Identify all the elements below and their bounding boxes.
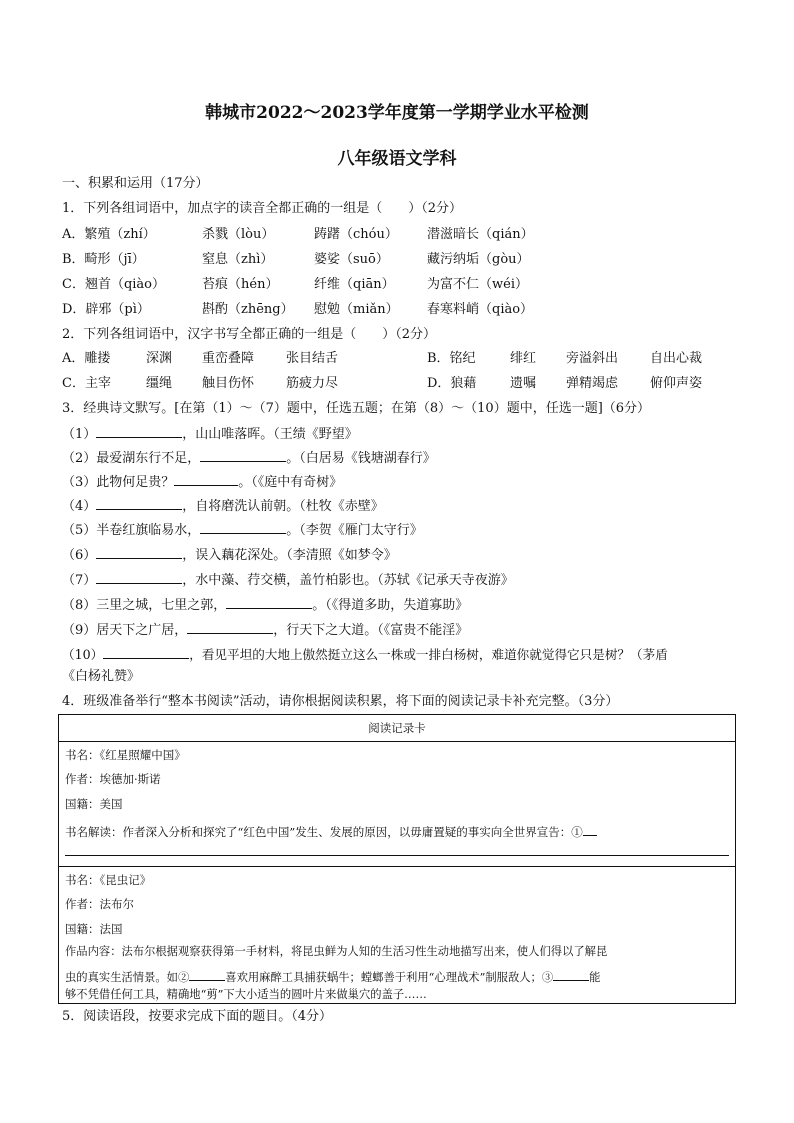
- q2-option-b-1: B．铭纪: [427, 351, 476, 366]
- book2-name: 书名：《昆虫记》: [65, 873, 152, 887]
- book1-name: 书名：《红星照耀中国》: [65, 748, 186, 762]
- q1-option-b-4: 藏污纳垢（gòu）: [427, 252, 530, 267]
- q3-blank-8[interactable]: [226, 594, 312, 609]
- exam-title: 韩城市2022～2023学年度第一学期学业水平检测: [205, 103, 589, 123]
- reading-record-card: [58, 714, 736, 1004]
- book1-review: 书名解读：作者深入分析和探究了“红色中国”发生、发展的原因，以毋庸置疑的事实向全世界宣告：①: [65, 821, 597, 840]
- q2-option-a-3: 重峦叠障: [202, 351, 255, 366]
- q3-blank-5[interactable]: [200, 519, 286, 534]
- book2-author: 作者：法布尔: [65, 897, 134, 911]
- q3-blank-3[interactable]: [174, 471, 238, 486]
- q1-option-c-3: 纤维（qiān）: [314, 277, 395, 292]
- q1-option-d-3: 慰勉（miǎn）: [314, 302, 399, 317]
- q3-item-9: （9）居天下之广居， ，行天下之大道。（《富贵不能淫》: [62, 619, 468, 640]
- q3-blank-7[interactable]: [96, 569, 182, 584]
- q1-option-b-1: B．畸形（jī）: [62, 252, 145, 267]
- q2-option-d-2: 遗嘱: [510, 376, 537, 391]
- q2-option-d-4: 俯仰声姿: [650, 376, 703, 391]
- q3-item-8: （8）三里之城，七里之郭， 。（《得道多助，失道寡助》: [62, 594, 468, 615]
- q2-option-a-4: 张目结舌: [286, 351, 339, 366]
- card-divider: [59, 866, 735, 867]
- book1-author: 作者：埃德加·斯诺: [65, 772, 161, 786]
- q1-option-d-2: 斟酌（zhēng）: [202, 302, 294, 317]
- q2-option-c-4: 筋疲力尽: [286, 376, 339, 391]
- card-header: 阅读记录卡: [59, 715, 735, 742]
- q1-option-a-3: 踌躇（chóu）: [314, 227, 398, 242]
- book2-content-1: 作品内容：法布尔根据观察获得第一手材料，将昆虫鲜为人知的生活习性生动地描写出来，使人们得以了解昆: [65, 945, 608, 958]
- q2-stem: 2．下列各组词语中，汉字书写全都正确的一组是（ ）（2分）: [62, 327, 437, 342]
- q2-option-b-3: 旁溢斜出: [566, 351, 619, 366]
- book1-country: 国籍：美国: [65, 797, 123, 811]
- q2-option-c-3: 触目伤怀: [202, 376, 255, 391]
- card-blank-3[interactable]: [553, 966, 589, 981]
- q3-item-1: （1） ，山山唯落晖。（王绩《野望》: [62, 423, 358, 444]
- q1-stem: 1．下列各组词语中，加点字的读音全都正确的一组是（ ）（2分）: [62, 201, 463, 216]
- q3-item-2: （2）最爱湖东行不足， 。（白居易《钱塘湖春行》: [62, 447, 436, 468]
- q2-option-a-2: 深渊: [146, 351, 173, 366]
- book2-content-3: 够不凭借任何工具，精确地“剪”下大小适当的圆叶片来做巢穴的盖子……: [65, 988, 427, 1001]
- q2-option-d-1: D．狼藉: [427, 376, 477, 391]
- q1-option-b-3: 婆娑（suō）: [314, 252, 389, 267]
- q3-blank-1[interactable]: [96, 423, 182, 438]
- q3-blank-10[interactable]: [103, 644, 189, 659]
- q5-stem: 5．阅读语段，按要求完成下面的题目。（4分）: [62, 1009, 333, 1024]
- q3-blank-2[interactable]: [200, 447, 286, 462]
- q2-option-c-2: 缰绳: [146, 376, 173, 391]
- exam-subtitle: 八年级语文学科: [337, 149, 457, 169]
- q3-item-5: （5）半卷红旗临易水， 。（李贺《雁门太守行》: [62, 519, 423, 540]
- q1-option-a-4: 潜滋暗长（qián）: [427, 227, 534, 242]
- q1-option-c-4: 为富不仁（wéi）: [427, 277, 528, 292]
- card-blank-2[interactable]: [189, 966, 225, 981]
- q3-item-6: （6） ，误入藕花深处。（李清照《如梦令》: [62, 544, 397, 565]
- q1-option-a-1: A．繁殖（zhí）: [62, 227, 156, 242]
- q3-blank-6[interactable]: [96, 544, 182, 559]
- q3-item-10: （10） ，看见平坦的大地上傲然挺立这么一株或一排白杨树，难道你就觉得它只是树？（茅盾: [62, 644, 668, 664]
- book2-content-2: 虫的真实生活情景。如② 喜欢用麻醉工具捕获蜗牛；螳螂善于利用“心理战术”制服敌人；③ 能: [65, 966, 600, 986]
- q2-option-b-2: 绯红: [510, 351, 537, 366]
- card-blank-1-start[interactable]: [583, 821, 597, 836]
- q1-option-c-1: C．翘首（qiào）: [62, 277, 166, 292]
- q3-item-4: （4） ，自将磨洗认前朝。（杜牧《赤壁》: [62, 495, 384, 516]
- q1-option-b-2: 窒息（zhì）: [202, 252, 274, 267]
- q4-stem: 4．班级准备举行“整本书阅读”活动，请你根据阅读积累，将下面的阅读记录卡补充完整。（3分）: [62, 694, 619, 709]
- card-blank-1-line[interactable]: [65, 855, 729, 856]
- q3-item-10-tail: 《白杨礼赞》: [62, 669, 141, 684]
- book2-country: 国籍：法国: [65, 922, 123, 936]
- q1-option-c-2: 苔痕（hén）: [202, 277, 279, 292]
- q2-option-b-4: 自出心裁: [650, 351, 703, 366]
- q3-blank-9[interactable]: [187, 619, 273, 634]
- section-heading: 一、积累和运用（17分）: [62, 176, 209, 191]
- q1-option-d-4: 春寒料峭（qiào）: [427, 302, 534, 317]
- q1-option-d-1: D．辟邪（pì）: [62, 302, 150, 317]
- q2-option-d-3: 弹精竭虑: [566, 376, 619, 391]
- q3-blank-4[interactable]: [96, 495, 182, 510]
- q3-item-3: （3）此物何足贵？ 。（《庭中有奇树》: [62, 471, 342, 492]
- q2-option-a-1: A．雕搂: [62, 351, 111, 366]
- q3-item-7: （7） ，水中藻、荇交横，盖竹柏影也。（苏轼《记承天寺夜游》: [62, 569, 514, 590]
- q2-option-c-1: C．主宰: [62, 376, 111, 391]
- q1-option-a-2: 杀戮（lòu）: [202, 227, 275, 242]
- q3-stem: 3．经典诗文默写。[在第（1）～（7）题中，任选五题；在第（8）～（10）题中，任选一题]（6分）: [62, 401, 651, 416]
